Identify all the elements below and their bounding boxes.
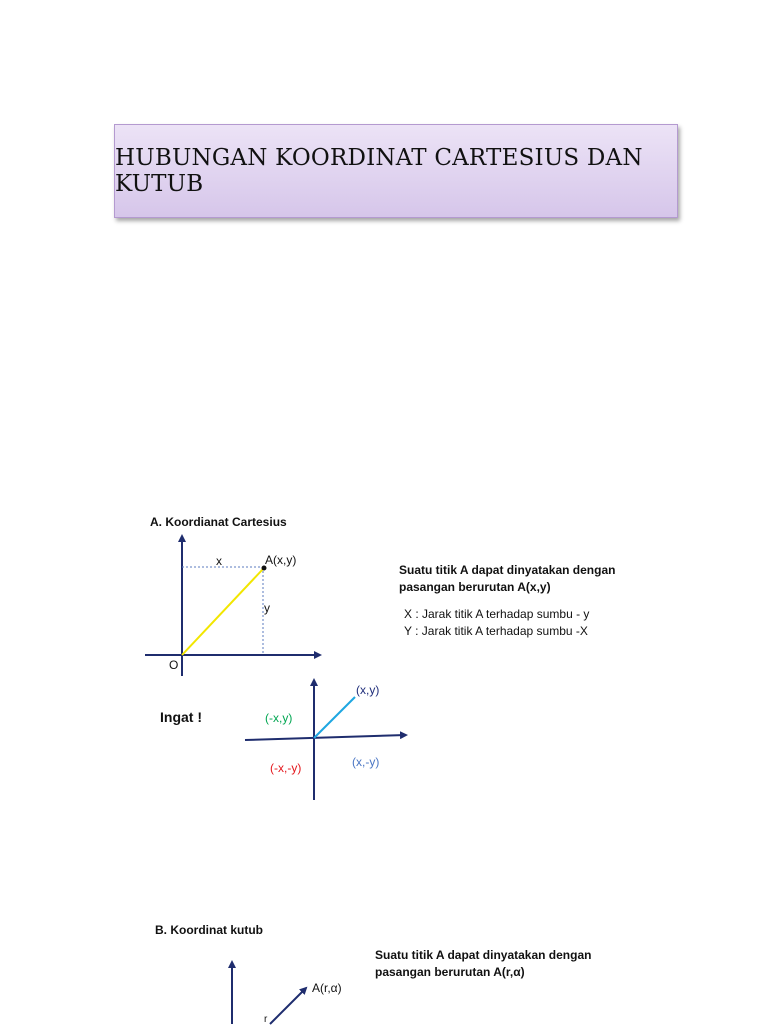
- quadrant-3-label: (-x,-y): [270, 761, 302, 775]
- x-distance-label: x: [216, 554, 222, 568]
- quadrant-4-label: (x,-y): [352, 755, 380, 769]
- cartesian-vector: [182, 569, 263, 655]
- section-b-description-line-1: Suatu titik A dapat dinyatakan dengan: [375, 948, 592, 962]
- point-a-label: A(x,y): [265, 553, 297, 567]
- section-a-description-line-1: Suatu titik A dapat dinyatakan dengan: [399, 563, 616, 577]
- page-title: HUBUNGAN KOORDINAT CARTESIUS DAN KUTUB: [115, 145, 643, 197]
- y-distance-label: y: [264, 601, 270, 615]
- ingat-vector: [314, 697, 355, 738]
- polar-point-label: A(r,α): [312, 981, 342, 995]
- origin-label: O: [169, 658, 179, 672]
- ingat-x-axis: [245, 735, 406, 740]
- section-b-description-line-2: pasangan berurutan A(r,α): [375, 965, 525, 979]
- section-a-heading: A. Koordianat Cartesius: [150, 515, 287, 529]
- note-x: X : Jarak titik A terhadap sumbu - y: [404, 607, 590, 621]
- ingat-label: Ingat !: [160, 709, 202, 725]
- section-a-description-line-2: pasangan berurutan A(x,y): [399, 580, 551, 594]
- quadrant-2-label: (-x,y): [265, 711, 293, 725]
- polar-vector: [270, 988, 306, 1024]
- note-y: Y : Jarak titik A terhadap sumbu -X: [404, 624, 588, 638]
- polar-r-label: r: [264, 1014, 268, 1025]
- section-b-heading: B. Koordinat kutub: [155, 923, 263, 937]
- quadrant-1-label: (x,y): [356, 683, 380, 697]
